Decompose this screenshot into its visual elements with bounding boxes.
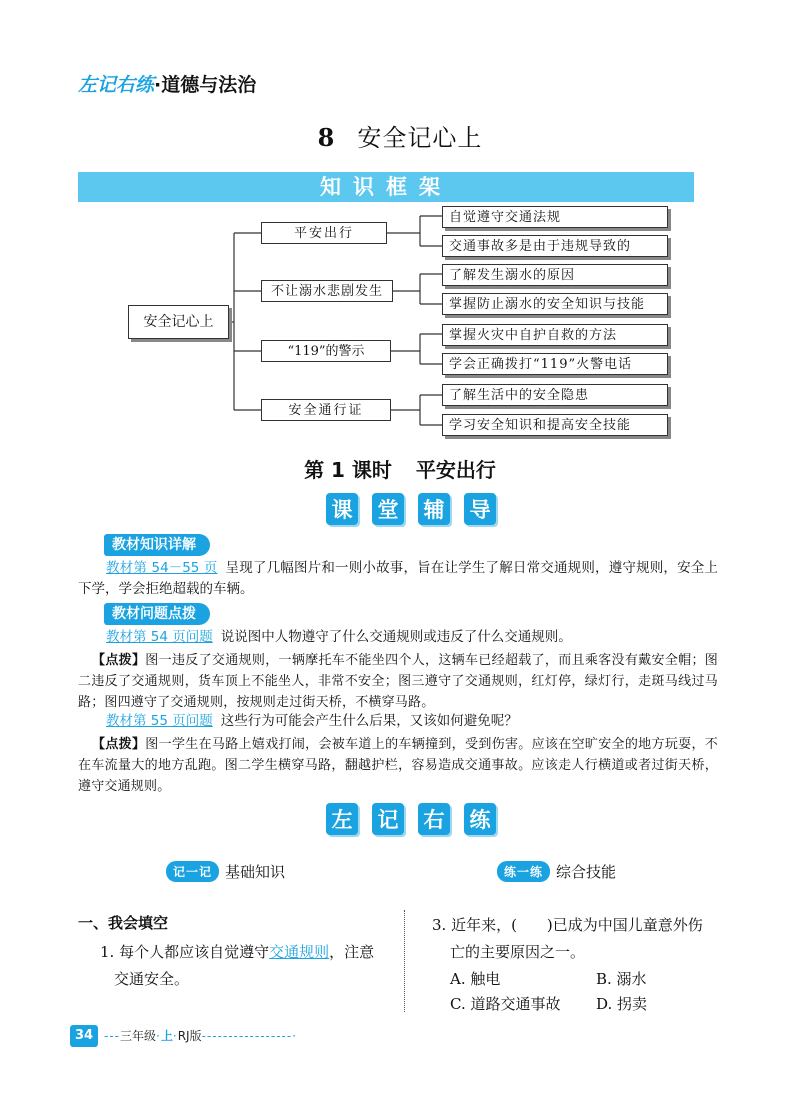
- chapter-name: 安全记心上: [357, 124, 483, 152]
- brand-name: 左记右练: [78, 74, 155, 96]
- question-line-1: [100, 939, 400, 966]
- brand-separator: ·: [154, 74, 162, 96]
- term: 上: [160, 1029, 173, 1043]
- right-column-header: [497, 861, 616, 882]
- mindmap-branch-1: 平安出行: [261, 222, 387, 244]
- mindmap-leaf: 了解生活中的安全隐患: [442, 384, 668, 406]
- remember-pill: 记一记: [166, 861, 219, 882]
- practice-pill: 练一练: [497, 861, 550, 882]
- hint-text: 图一违反了交通规则，一辆摩托车不能坐四个人，这辆车已经超载了，而且乘客没有戴安全帽；图二违反了交通规则，货车顶上不能坐人，非常不安全；图三遵守了交通规则，红灯停，绿灯行，走斑马线过马路；图四遵守了交通规则，按规则走过街天桥，不横穿马路。: [78, 653, 718, 710]
- hint-text: 图一学生在马路上嬉戏打闹，会被车道上的车辆撞到，受到伤害。应该在空旷安全的地方玩耍，不在车流量大的地方乱跑。图二学生横穿马路，翻越护栏，容易造成交通事故。应该走人行横道或者过街天桥，遵守交通规则。: [78, 737, 718, 794]
- hint-2: [78, 734, 718, 797]
- left-column-title: 基础知识: [225, 863, 286, 881]
- mindmap-branch-3: “119”的警示: [261, 340, 391, 362]
- option-a: A. 触电: [450, 970, 501, 988]
- mindmap-branch-4: 安全通行证: [261, 399, 391, 421]
- option-d: D. 拐卖: [596, 995, 648, 1013]
- question-line-2: 亡的主要原因之一。: [450, 943, 586, 961]
- question-prefix: 1. 每个人都应该自觉遵守: [100, 943, 270, 961]
- grade: 三年级: [120, 1029, 157, 1043]
- section-char: 右: [418, 803, 450, 835]
- column-divider: [404, 910, 405, 1012]
- section-char: 记: [372, 803, 404, 835]
- chapter-number: 8: [317, 123, 336, 152]
- section-banner-class-guide: [326, 493, 496, 525]
- edition: RJ版: [177, 1029, 202, 1043]
- mindmap-branch-2: 不让溺水悲剧发生: [261, 280, 393, 302]
- mindmap-root: 安全记心上: [128, 305, 229, 339]
- question-line-1: 3. 近年来，( )已成为中国儿童意外伤: [432, 916, 703, 934]
- section-char: 左: [326, 803, 358, 835]
- hint-1: [78, 650, 718, 713]
- textbook-knowledge-paragraph: [78, 558, 718, 600]
- framework-banner: 知识框架: [78, 172, 694, 202]
- question-fill-1: [100, 939, 400, 993]
- question-choice-3: [432, 912, 732, 966]
- lesson-name: 平安出行: [415, 458, 496, 482]
- subheading-textbook-questions: 教材问题点拨: [104, 603, 210, 625]
- section-char: 导: [464, 493, 496, 525]
- mindmap-leaf: 了解发生溺水的原因: [442, 264, 668, 286]
- hint-tag: 【点拨】: [92, 653, 146, 668]
- question-page-ref: 教材第 55 页问题: [106, 713, 213, 729]
- subheading-textbook-knowledge: 教材知识详解: [104, 534, 210, 556]
- textbook-page-ref: 教材第 54－55 页: [106, 560, 218, 576]
- question-line-2: 交通安全。: [114, 970, 190, 988]
- hint-tag: 【点拨】: [92, 737, 146, 752]
- mindmap-leaf: 掌握防止溺水的安全知识与技能: [442, 293, 668, 315]
- option-c: C. 道路交通事故: [450, 995, 561, 1013]
- section-banner-practice: [326, 803, 496, 835]
- section-char: 课: [326, 493, 358, 525]
- right-column-title: 综合技能: [556, 863, 617, 881]
- textbook-knowledge-text: 呈现了几幅图片和一则小故事，旨在让学生了解日常交通规则，遵守规则，安全上下学，学会拒绝超载的车辆。: [78, 560, 718, 597]
- grade-label: ---三年级·上·RJ版-----------------·: [104, 1029, 298, 1043]
- question-2: [78, 711, 718, 732]
- option-b: B. 溺水: [596, 970, 647, 988]
- section-char: 练: [464, 803, 496, 835]
- mindmap-leaf: 学习安全知识和提高安全技能: [442, 414, 668, 436]
- part-heading: 一、我会填空: [78, 914, 169, 932]
- section-char: 辅: [418, 493, 450, 525]
- question-text: 这些行为可能会产生什么后果，又该如何避免呢？: [220, 713, 518, 729]
- mindmap-leaf: 学会正确拨打“119”火警电话: [442, 353, 668, 375]
- question-text: 说说图中人物遵守了什么交通规则或违反了什么交通规则。: [220, 629, 572, 645]
- mindmap-leaf: 自觉遵守交通法规: [442, 206, 668, 228]
- question-1: [78, 627, 718, 648]
- left-column-header: [166, 861, 285, 882]
- lesson-number: 第 1 课时: [304, 458, 392, 482]
- section-char: 堂: [372, 493, 404, 525]
- question-page-ref: 教材第 54 页问题: [106, 629, 213, 645]
- page-number: 34: [70, 1025, 98, 1047]
- subject-name: 道德与法治: [161, 74, 257, 96]
- lesson-title: [0, 454, 800, 483]
- mindmap-leaf: 掌握火灾中自护自救的方法: [442, 324, 668, 346]
- question-suffix: ，注意: [329, 943, 375, 961]
- answer-blank: 交通规则: [269, 943, 330, 961]
- mindmap-leaf: 交通事故多是由于违规导致的: [442, 235, 668, 257]
